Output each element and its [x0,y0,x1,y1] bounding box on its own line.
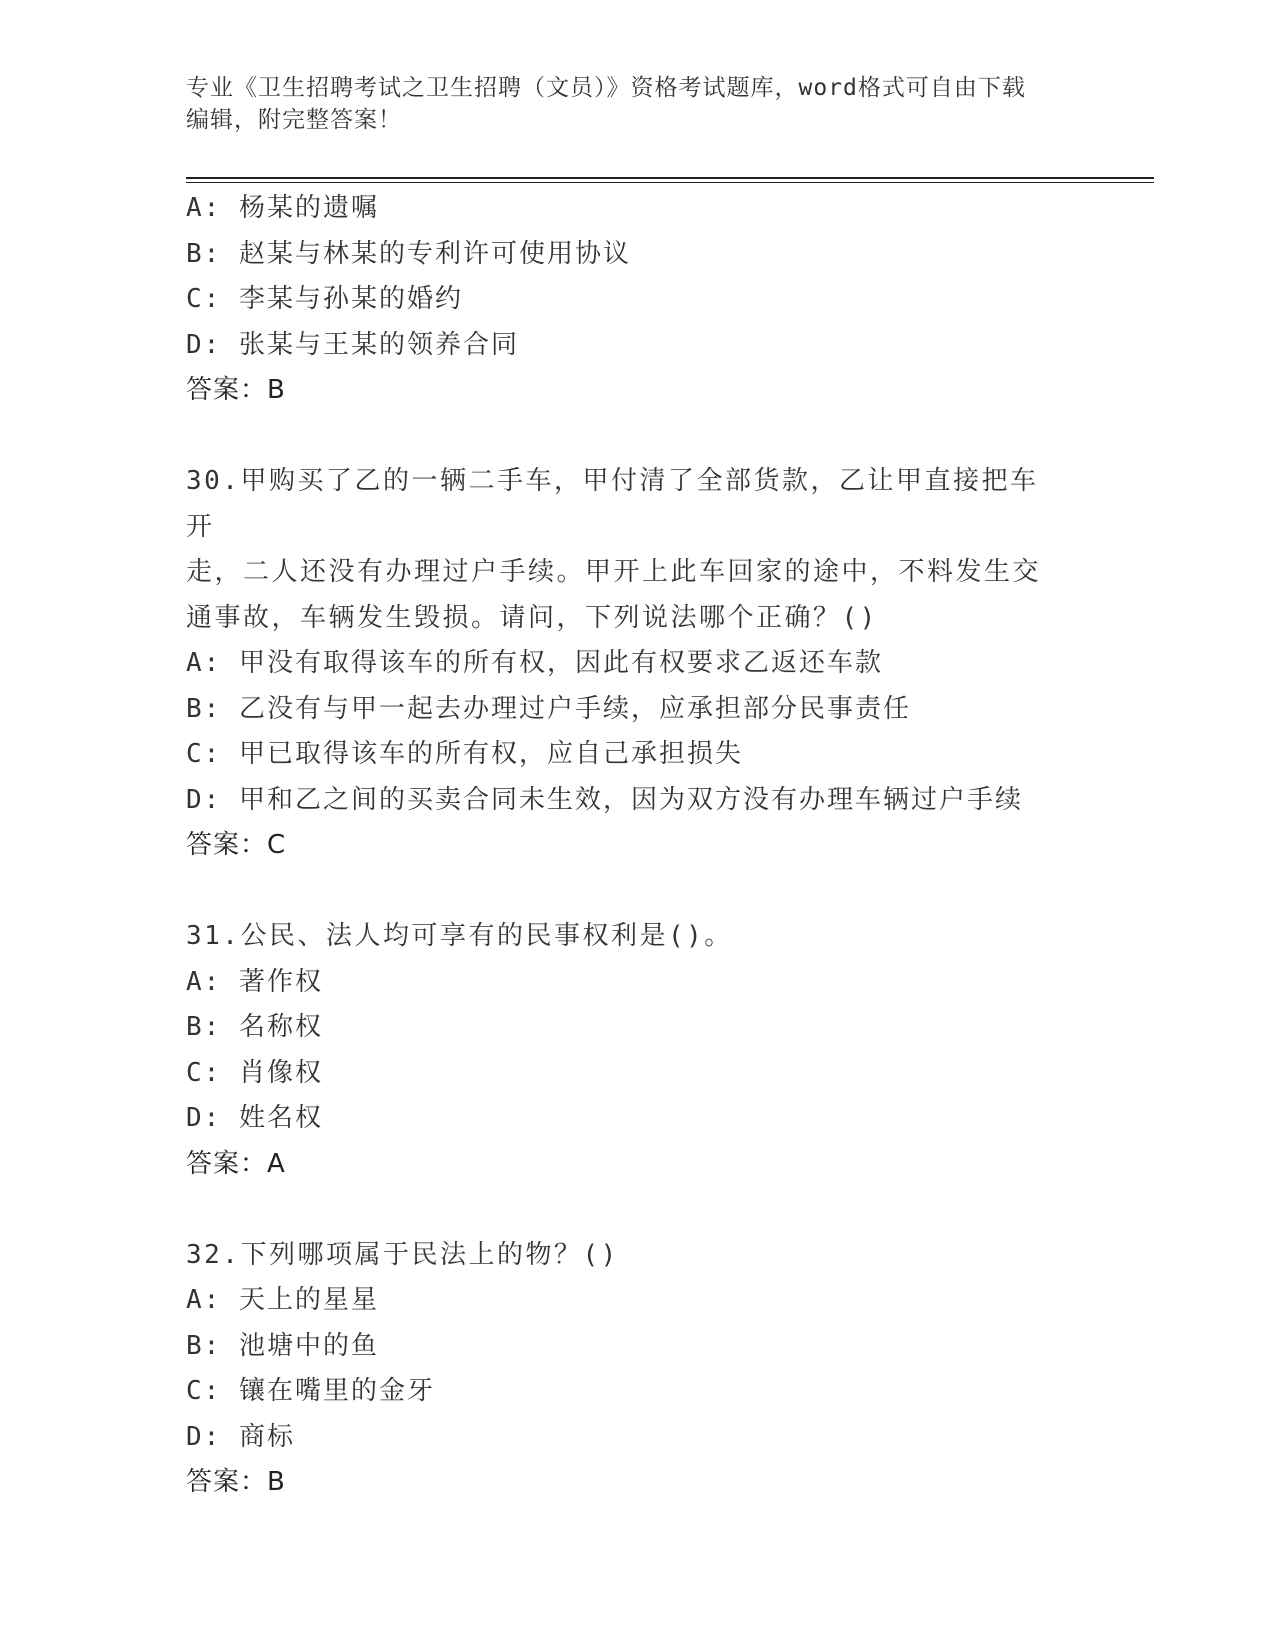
answer: 答案：C [186,830,287,860]
option-c: C: 甲已取得该车的所有权，应自己承担损失 [186,739,743,769]
option-d: D: 商标 [186,1421,295,1452]
option-d: D: 张某与王某的领养合同 [186,329,519,360]
question-32 [186,1233,1146,1506]
header-line-2: 编辑，附完整答案！ [186,107,402,133]
spacer [186,1187,1146,1233]
option-b: B: 乙没有与甲一起去办理过户手续，应承担部分民事责任 [186,693,911,724]
option-a: A: 杨某的遗嘱 [186,193,379,223]
answer: 答案：B [186,1467,286,1497]
option-c: C: 镶在嘴里的金牙 [186,1376,435,1406]
option-d: D: 甲和乙之间的买卖合同未生效，因为双方没有办理车辆过户手续 [186,784,1023,815]
option-a: A: 著作权 [186,966,323,997]
option-b: B: 池塘中的鱼 [186,1330,379,1361]
header-line-1: 专业《卫生招聘考试之卫生招聘（文员）》资格考试题库，word格式可自由下载 [186,75,1026,101]
question-30 [186,459,1146,869]
option-a: A: 天上的星星 [186,1285,379,1315]
option-d: D: 姓名权 [186,1103,323,1133]
question-stem-line: 30.甲购买了乙的一辆二手车，甲付清了全部货款，乙让甲直接把车开 [186,466,1039,542]
option-b: B: 赵某与林某的专利许可使用协议 [186,238,631,269]
spacer [186,869,1146,915]
option-c: C: 李某与孙某的婚约 [186,284,463,314]
question-list [186,186,1146,1506]
answer: 答案：B [186,375,286,405]
question-29 [186,186,1146,414]
option-a: A: 甲没有取得该车的所有权，因此有权要求乙返还车款 [186,648,883,678]
question-stem-line: 走，二人还没有办理过户手续。甲开上此车回家的途中，不料发生交 [186,557,1042,587]
header-divider-thin [186,182,1154,183]
option-b: B: 名称权 [186,1012,323,1042]
header-divider-thick [186,177,1154,179]
option-c: C: 肖像权 [186,1057,323,1088]
spacer [186,414,1146,460]
question-stem-line: 31.公民、法人均可享有的民事权利是()。 [186,921,733,951]
document-header [186,72,1066,136]
question-stem-line: 通事故，车辆发生毁损。请问，下列说法哪个正确？() [186,602,878,633]
question-31 [186,914,1146,1187]
answer: 答案：A [186,1148,286,1179]
question-stem-line: 32.下列哪项属于民法上的物？() [186,1239,619,1270]
